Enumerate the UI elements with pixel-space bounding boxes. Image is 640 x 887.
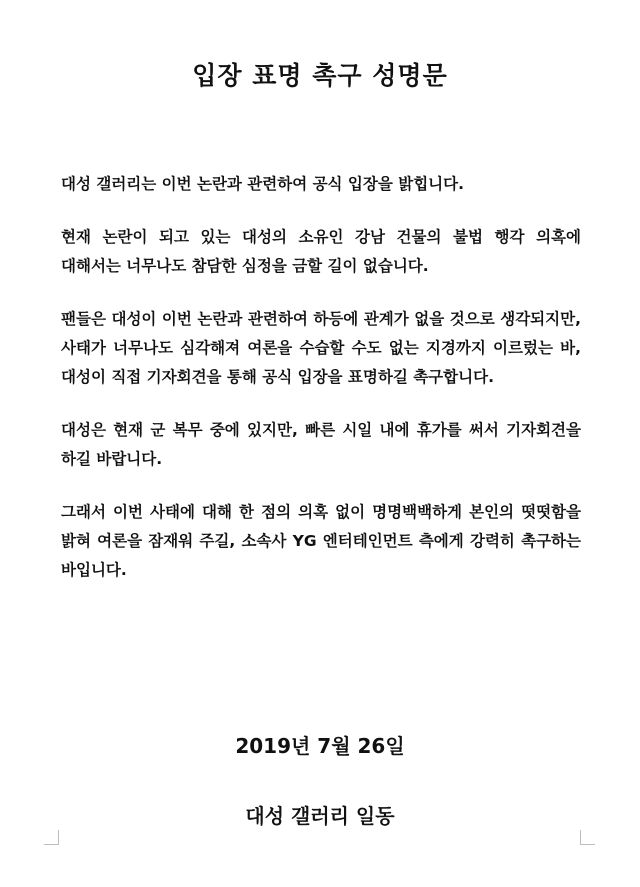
paragraph-3: 팬들은 대성이 이번 논란과 관련하여 하등에 관계가 없을 것으로 생각되지만, 사태가 너무나도 심각해져 여론을 수습할 수도 없는 지경까지 이르렀는 바, 대성이 직접 기자회견을 통해 공식 입장을 표명하길 촉구합니다. — [61, 310, 581, 386]
document-signature: 대성 갤러리 일동 — [245, 804, 395, 828]
document-title: 입장 표명 촉구 성명문 — [192, 61, 448, 90]
paragraph-5: 그래서 이번 사태에 대해 한 점의 의혹 없이 명명백백하게 본인의 떳떳함을 밝혀 여론을 잠재워 주길, 소속사 YG 엔터테인먼트 측에게 강력히 촉구하는 바입니다. — [61, 503, 581, 579]
document-date: 2019년 7월 26일 — [235, 734, 405, 758]
margin-corner-marker-left — [44, 830, 59, 845]
paragraph-1: 대성 갤러리는 이번 논란과 관련하여 공식 입장을 밝힙니다. — [61, 175, 465, 193]
paragraph-4: 대성은 현재 군 복무 중에 있지만, 빠른 시일 내에 휴가를 써서 기자회견을 하길 바랍니다. — [61, 421, 581, 468]
document-body — [61, 170, 581, 609]
paragraph-2: 현재 논란이 되고 있는 대성의 소유인 강남 건물의 불법 행각 의혹에 대해서는 너무나도 참담한 심정을 금할 길이 없습니다. — [61, 228, 581, 275]
margin-corner-marker-right — [580, 830, 595, 845]
